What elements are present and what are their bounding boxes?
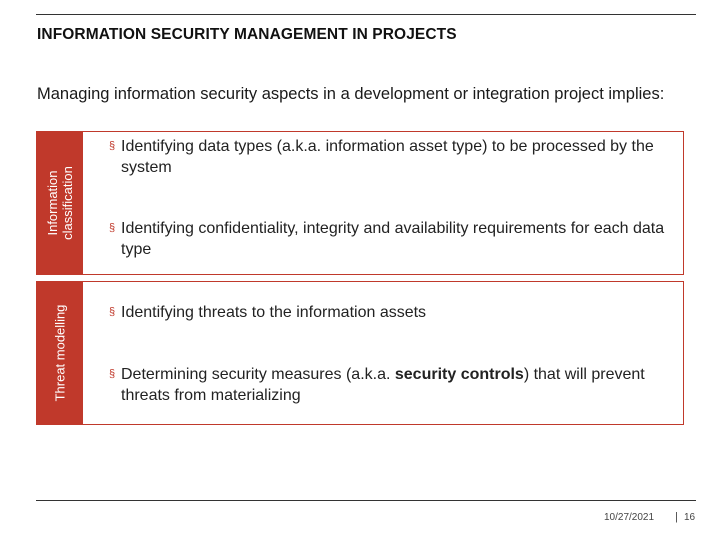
emphasis-text: security controls [394, 366, 524, 383]
intro-text: Managing information security aspects in a development or integration project implies: [37, 85, 665, 103]
bullet-item: § Identifying threats to the information assets [109, 304, 427, 321]
bullet-item: § Identifying data types (a.k.a. information asset type) to be processed by the system [109, 138, 654, 176]
bullet-item: § Identifying confidentiality, integrity and availability requirements for each data type [109, 220, 665, 258]
bullet-item: § Determining security measures (a.k.a. security controls) that will prevent threats from materializing [109, 366, 645, 404]
bullet-icon: § [109, 140, 116, 152]
section-information-classification [36, 131, 684, 275]
section-label-bar [37, 132, 83, 274]
footer-separator: | [675, 511, 678, 523]
bullet-icon: § [109, 222, 116, 234]
section-label: Threat modelling [52, 304, 68, 402]
top-rule [36, 14, 696, 15]
section-threat-modelling [36, 281, 684, 425]
section-label-bar [37, 282, 83, 424]
bullet-icon: § [109, 306, 116, 318]
bullet-icon: § [109, 368, 116, 380]
slide-title: INFORMATION SECURITY MANAGEMENT IN PROJECTS [37, 26, 457, 43]
bottom-rule [36, 500, 696, 501]
page-number: 16 [684, 512, 696, 523]
section-label: Information classification [45, 166, 75, 240]
footer-date: 10/27/2021 [604, 512, 655, 523]
